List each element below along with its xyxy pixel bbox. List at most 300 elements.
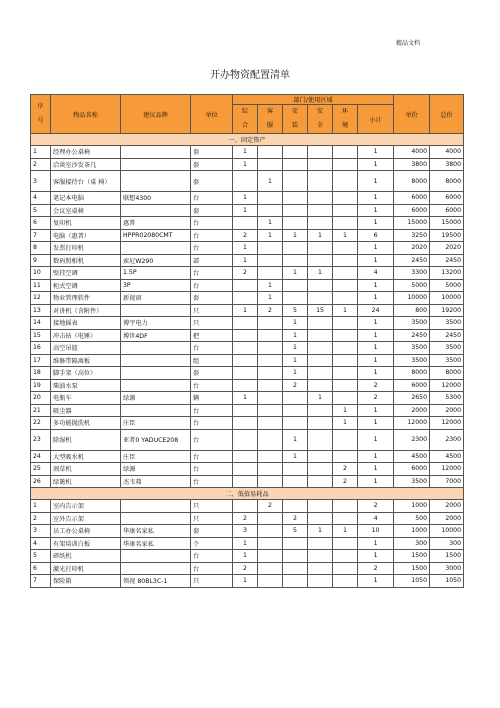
cell-sub: 2 [358, 500, 394, 513]
cell-no: 1 [31, 146, 51, 159]
cell-sub: 1 [358, 242, 394, 255]
cell-sub: 1 [358, 404, 394, 417]
col-brand: 建议品牌 [121, 95, 191, 134]
cell-unit: 台 [191, 550, 233, 563]
cell-sub: 1 [358, 204, 394, 217]
cell-c4 [308, 550, 333, 563]
cell-c1: 1 [233, 575, 258, 588]
cell-unit: 把 [191, 329, 233, 342]
cell-brand: 华康名家私 [121, 537, 191, 550]
cell-c4 [308, 158, 333, 171]
cell-no: 1 [31, 500, 51, 513]
section-header [31, 134, 464, 146]
cell-total: 2000 [430, 404, 464, 417]
cell-name: 维修带隔离板 [51, 354, 121, 367]
cell-c3 [283, 392, 308, 405]
cell-unit: 只 [191, 317, 233, 330]
cell-no: 25 [31, 463, 51, 476]
cell-total: 300 [430, 537, 464, 550]
cell-total: 2000 [430, 500, 464, 513]
table-row [31, 171, 464, 192]
cell-unit: 台 [191, 267, 233, 280]
table-row [31, 367, 464, 380]
cell-name: 绿篱机 [51, 475, 121, 488]
cell-c3 [283, 292, 308, 305]
cell-c2 [258, 354, 283, 367]
cell-brand: 博世4DF [121, 329, 191, 342]
cell-c2 [258, 267, 283, 280]
cell-c3 [283, 171, 308, 192]
cell-c3 [283, 417, 308, 430]
cell-unit: 部 [191, 254, 233, 267]
cell-name: 柴油水泵 [51, 379, 121, 392]
cell-c3 [283, 562, 308, 575]
cell-sub: 1 [358, 342, 394, 355]
cell-c1 [233, 404, 258, 417]
cell-c1: 1 [233, 550, 258, 563]
cell-price: 8000 [394, 171, 430, 192]
cell-unit: 辆 [191, 392, 233, 405]
cell-sub: 1 [358, 146, 394, 159]
cell-brand: 庄臣 [121, 450, 191, 463]
cell-total: 12000 [430, 379, 464, 392]
cell-no: 12 [31, 292, 51, 305]
cell-c2: 1 [258, 229, 283, 242]
table-row [31, 217, 464, 230]
table-row [31, 254, 464, 267]
cell-brand [121, 171, 191, 192]
cell-price: 2450 [394, 254, 430, 267]
cell-no: 18 [31, 367, 51, 380]
cell-name: 室外告示架 [51, 512, 121, 525]
cell-c1: 2 [233, 512, 258, 525]
cell-c5 [333, 292, 358, 305]
cell-c2: 1 [258, 279, 283, 292]
cell-c5 [333, 550, 358, 563]
cell-sub: 1 [358, 217, 394, 230]
cell-no: 8 [31, 242, 51, 255]
cell-brand: 庄臣 [121, 417, 191, 430]
cell-price: 4500 [394, 450, 430, 463]
col-dept: 部门/使用区域 [233, 95, 394, 105]
cell-unit: 台 [191, 404, 233, 417]
cell-total: 8000 [430, 367, 464, 380]
cell-no: 4 [31, 192, 51, 205]
cell-total: 19200 [430, 304, 464, 317]
cell-c1 [233, 342, 258, 355]
cell-no: 5 [31, 204, 51, 217]
cell-no: 24 [31, 450, 51, 463]
cell-c2 [258, 512, 283, 525]
cell-brand [121, 512, 191, 525]
cell-sub: 1 [358, 171, 394, 192]
cell-c5 [333, 217, 358, 230]
cell-name: 会议室桌椅 [51, 204, 121, 217]
table-row [31, 279, 464, 292]
cell-c5 [333, 242, 358, 255]
cell-no: 7 [31, 229, 51, 242]
cell-total: 3500 [430, 317, 464, 330]
cell-name: 柜式空调 [51, 279, 121, 292]
cell-c5: 1 [333, 417, 358, 430]
cell-unit: 台 [191, 379, 233, 392]
cell-no: 22 [31, 417, 51, 430]
col-sub-environment: 环 境 [333, 105, 358, 134]
cell-brand [121, 500, 191, 513]
cell-c5 [333, 562, 358, 575]
cell-c5 [333, 192, 358, 205]
cell-c3: 2 [283, 379, 308, 392]
cell-c3: 2 [283, 512, 308, 525]
cell-no: 10 [31, 267, 51, 280]
cell-c5 [333, 450, 358, 463]
cell-brand: 亚者0 YADUCE208 [121, 429, 191, 450]
section-label: 一、固定资产 [31, 134, 464, 146]
cell-sub: 1 [358, 317, 394, 330]
cell-c3 [283, 254, 308, 267]
cell-c3 [283, 192, 308, 205]
cell-brand [121, 158, 191, 171]
cell-c2 [258, 417, 283, 430]
cell-total: 2020 [430, 242, 464, 255]
table-row [31, 146, 464, 159]
cell-price: 4000 [394, 146, 430, 159]
cell-c5: 2 [333, 475, 358, 488]
cell-no: 5 [31, 550, 51, 563]
cell-c4 [308, 475, 333, 488]
cell-price: 1500 [394, 550, 430, 563]
cell-c1 [233, 317, 258, 330]
cell-c1 [233, 292, 258, 305]
cell-total: 2450 [430, 329, 464, 342]
table-body [31, 134, 464, 588]
cell-sub: 2 [358, 392, 394, 405]
cell-unit: 台 [191, 429, 233, 450]
cell-price: 6000 [394, 204, 430, 217]
cell-brand: 新视窗 [121, 292, 191, 305]
cell-no: 6 [31, 562, 51, 575]
cell-name: 笔记本电脑 [51, 192, 121, 205]
cell-brand: 博宇电力 [121, 317, 191, 330]
cell-unit: 台 [191, 192, 233, 205]
cell-total: 19500 [430, 229, 464, 242]
cell-unit: 台 [191, 463, 233, 476]
cell-c4: 1 [308, 525, 333, 538]
cell-price: 3800 [394, 158, 430, 171]
cell-sub: 1 [358, 463, 394, 476]
cell-c3: 1 [283, 429, 308, 450]
cell-unit: 台 [191, 450, 233, 463]
cell-c3 [283, 158, 308, 171]
cell-no: 20 [31, 392, 51, 405]
cell-c3 [283, 575, 308, 588]
table-row [31, 392, 464, 405]
cell-price: 3500 [394, 475, 430, 488]
cell-name: 脚手架（高位） [51, 367, 121, 380]
cell-sub: 1 [358, 429, 394, 450]
cell-c2 [258, 537, 283, 550]
cell-name: 冲击钻（电锤） [51, 329, 121, 342]
cell-c2: 2 [258, 304, 283, 317]
cell-c4: 1 [308, 392, 333, 405]
cell-brand: 领视 80BL3C-1 [121, 575, 191, 588]
cell-c1: 1 [233, 254, 258, 267]
cell-c2 [258, 329, 283, 342]
cell-c4 [308, 342, 333, 355]
cell-name: 激光打印机 [51, 562, 121, 575]
cell-c1 [233, 367, 258, 380]
cell-brand: HPPR02080CMT [121, 229, 191, 242]
table-row [31, 417, 464, 430]
cell-c3: 5 [283, 525, 308, 538]
cell-brand: 3P [121, 279, 191, 292]
cell-no: 6 [31, 217, 51, 230]
cell-c5 [333, 279, 358, 292]
cell-sub: 2 [358, 562, 394, 575]
table-row [31, 450, 464, 463]
cell-c4 [308, 562, 333, 575]
cell-c2 [258, 404, 283, 417]
cell-c2 [258, 450, 283, 463]
cell-c1 [233, 417, 258, 430]
cell-brand: 1.5P [121, 267, 191, 280]
cell-brand [121, 354, 191, 367]
cell-name: 保险箱 [51, 575, 121, 588]
cell-c2 [258, 254, 283, 267]
cell-c4 [308, 404, 333, 417]
cell-c4 [308, 192, 333, 205]
cell-no: 2 [31, 512, 51, 525]
cell-c3 [283, 404, 308, 417]
cell-c5 [333, 429, 358, 450]
table-row [31, 463, 464, 476]
cell-c1: 1 [233, 537, 258, 550]
cell-c2 [258, 367, 283, 380]
col-sub-general: 综 合 [233, 105, 258, 134]
cell-c5 [333, 379, 358, 392]
cell-name: 壁挂空调 [51, 267, 121, 280]
cell-c3: 1 [283, 317, 308, 330]
cell-c4 [308, 367, 333, 380]
cell-no: 15 [31, 329, 51, 342]
cell-unit: 套 [191, 292, 233, 305]
cell-c3: 1 [283, 367, 308, 380]
cell-c1: 1 [233, 192, 258, 205]
cell-unit: 台 [191, 217, 233, 230]
cell-total: 8000 [430, 171, 464, 192]
cell-unit: 组 [191, 354, 233, 367]
cell-c3 [283, 537, 308, 550]
cell-total: 2300 [430, 429, 464, 450]
table-row [31, 242, 464, 255]
cell-name: 复印机 [51, 217, 121, 230]
cell-c1 [233, 354, 258, 367]
cell-c4 [308, 292, 333, 305]
cell-total: 4000 [430, 146, 464, 159]
cell-c5 [333, 500, 358, 513]
cell-c1: 1 [233, 204, 258, 217]
cell-price: 15000 [394, 217, 430, 230]
cell-no: 16 [31, 342, 51, 355]
cell-unit: 台 [191, 342, 233, 355]
cell-brand [121, 146, 191, 159]
cell-sub: 10 [358, 525, 394, 538]
cell-c5 [333, 267, 358, 280]
cell-unit: 台 [191, 279, 233, 292]
cell-c1: 1 [233, 392, 258, 405]
cell-c5 [333, 254, 358, 267]
cell-c3 [283, 217, 308, 230]
cell-sub: 4 [358, 512, 394, 525]
cell-price: 1000 [394, 500, 430, 513]
cell-c4: 15 [308, 304, 333, 317]
cell-c5: 1 [333, 304, 358, 317]
cell-c5 [333, 146, 358, 159]
col-total: 总价 [430, 95, 464, 134]
cell-sub: 1 [358, 450, 394, 463]
cell-c2 [258, 204, 283, 217]
table-row [31, 158, 464, 171]
cell-c3 [283, 500, 308, 513]
table-header [31, 95, 464, 134]
cell-brand [121, 204, 191, 217]
section-header [31, 488, 464, 500]
cell-c5 [333, 317, 358, 330]
cell-total: 7000 [430, 475, 464, 488]
col-seq: 序 号 [31, 95, 51, 134]
cell-c5: 1 [333, 404, 358, 417]
cell-price: 3300 [394, 267, 430, 280]
cell-price: 1500 [394, 562, 430, 575]
cell-c1: 2 [233, 267, 258, 280]
cell-c5 [333, 392, 358, 405]
cell-c3: 1 [283, 450, 308, 463]
table-row [31, 379, 464, 392]
cell-c3: 1 [283, 342, 308, 355]
cell-total: 2450 [430, 254, 464, 267]
cell-c5 [333, 537, 358, 550]
cell-price: 1050 [394, 575, 430, 588]
cell-c4 [308, 317, 333, 330]
cell-c4 [308, 500, 333, 513]
cell-total: 3800 [430, 158, 464, 171]
cell-name: 碎纸机 [51, 550, 121, 563]
cell-unit: 台 [191, 562, 233, 575]
cell-c4: 1 [308, 229, 333, 242]
cell-price: 6000 [394, 379, 430, 392]
cell-unit: 只 [191, 512, 233, 525]
cell-price: 6000 [394, 192, 430, 205]
table-row [31, 329, 464, 342]
cell-sub: 1 [358, 292, 394, 305]
table-row [31, 229, 464, 242]
cell-no: 21 [31, 404, 51, 417]
cell-c4: 1 [308, 267, 333, 280]
cell-name: 员工办公桌椅 [51, 525, 121, 538]
header-note: 精品文档 [395, 40, 420, 47]
cell-unit: 台 [191, 475, 233, 488]
cell-c4 [308, 463, 333, 476]
cell-c1: 3 [233, 525, 258, 538]
table-row [31, 292, 464, 305]
cell-price: 8000 [394, 367, 430, 380]
cell-c5 [333, 367, 358, 380]
cell-sub: 1 [358, 192, 394, 205]
cell-sub: 1 [358, 367, 394, 380]
cell-c4 [308, 379, 333, 392]
cell-brand: 索尼W290 [121, 254, 191, 267]
cell-brand: 华康名家私 [121, 525, 191, 538]
cell-c4 [308, 279, 333, 292]
cell-name: 室内告示架 [51, 500, 121, 513]
cell-c1 [233, 429, 258, 450]
table-row [31, 525, 464, 538]
table-row [31, 575, 464, 588]
cell-c2: 1 [258, 292, 283, 305]
cell-unit: 只 [191, 575, 233, 588]
cell-unit: 套 [191, 367, 233, 380]
cell-no: 3 [31, 171, 51, 192]
cell-c2 [258, 158, 283, 171]
cell-brand: 绿源 [121, 392, 191, 405]
cell-brand: 杰韦弗 [121, 475, 191, 488]
cell-c5 [333, 342, 358, 355]
cell-total: 10000 [430, 292, 464, 305]
cell-c3: 1 [283, 329, 308, 342]
cell-c2 [258, 192, 283, 205]
cell-c1 [233, 171, 258, 192]
cell-c2: 1 [258, 217, 283, 230]
cell-name: 洽谈室沙发茶几 [51, 158, 121, 171]
table-row [31, 429, 464, 450]
table-row [31, 342, 464, 355]
cell-price: 2000 [394, 404, 430, 417]
cell-c1: 2 [233, 229, 258, 242]
cell-sub: 1 [358, 329, 394, 342]
cell-total: 13200 [430, 267, 464, 280]
cell-c2 [258, 575, 283, 588]
cell-c3 [283, 550, 308, 563]
cell-name: 发票打印机 [51, 242, 121, 255]
table-row [31, 192, 464, 205]
cell-name: 经理办公桌椅 [51, 146, 121, 159]
cell-c3 [283, 475, 308, 488]
cell-c3: 1 [283, 229, 308, 242]
cell-c4 [308, 204, 333, 217]
cell-c3 [283, 279, 308, 292]
cell-total: 10000 [430, 525, 464, 538]
cell-c4 [308, 217, 333, 230]
cell-unit: 个 [191, 537, 233, 550]
cell-price: 500 [394, 512, 430, 525]
cell-name: 大型吸水机 [51, 450, 121, 463]
cell-no: 19 [31, 379, 51, 392]
cell-name: 数码照相机 [51, 254, 121, 267]
cell-brand [121, 367, 191, 380]
cell-unit: 套 [191, 204, 233, 217]
col-subtotal: 小计 [358, 105, 394, 134]
cell-c1 [233, 329, 258, 342]
section-label: 二、低值易耗品 [31, 488, 464, 500]
cell-sub: 1 [358, 550, 394, 563]
cell-price: 3250 [394, 229, 430, 242]
cell-c3: 1 [283, 267, 308, 280]
cell-brand: 绿源 [121, 463, 191, 476]
cell-price: 5000 [394, 279, 430, 292]
cell-c1 [233, 463, 258, 476]
col-sub-security: 安 全 [308, 105, 333, 134]
cell-total: 3000 [430, 562, 464, 575]
